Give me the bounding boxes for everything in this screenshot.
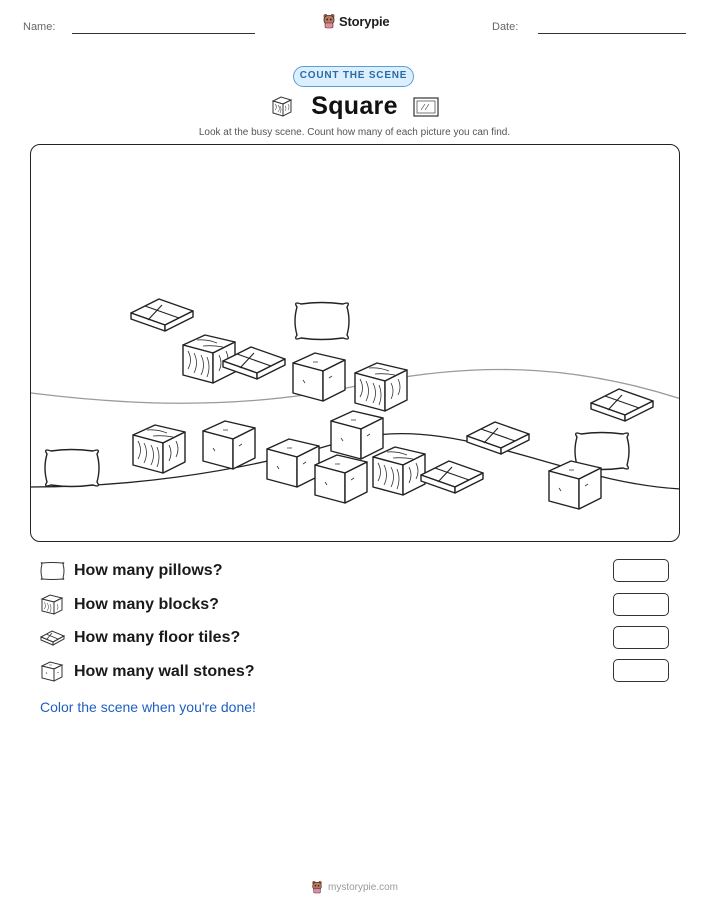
instructions-text: Look at the busy scene. Count how many of each picture you can find. [198,127,511,138]
page-title: Square [311,92,398,120]
answer-box-pillows[interactable] [613,559,669,582]
site-url[interactable]: mystorypie.com [327,881,398,893]
count-the-scene-badge: COUNT THE SCENE [293,66,414,87]
question-blocks [40,594,219,616]
site-footer [0,880,709,894]
wall-stone-icon [40,661,65,683]
name-label: Name: [23,21,56,33]
question-pillows-text: How many pillows? [74,562,223,579]
brand-logo [322,13,389,29]
busy-scene [30,144,680,542]
date-line[interactable] [538,33,686,34]
question-floor-tiles-text: How many floor tiles? [74,629,241,646]
frame-title-icon [412,95,440,119]
brand-name: Storypie [339,13,390,29]
question-wall-stones-text: How many wall stones? [74,663,255,680]
question-wall-stones [40,661,254,683]
name-line[interactable] [72,33,255,34]
question-pillows [40,561,222,581]
answer-box-floor-tiles[interactable] [613,626,669,649]
storypie-footer-icon [311,880,323,894]
pillow-icon [40,561,65,581]
storypie-mascot-icon [322,13,336,29]
scene-illustration [31,145,680,542]
question-floor-tiles [40,628,240,648]
answer-box-wall-stones[interactable] [613,659,669,682]
block-icon [40,594,65,616]
answer-box-blocks[interactable] [613,593,669,616]
floor-tile-icon [40,628,65,648]
date-label: Date: [492,21,519,33]
question-blocks-text: How many blocks? [74,596,219,613]
color-scene-note: Color the scene when you're done! [40,699,256,715]
